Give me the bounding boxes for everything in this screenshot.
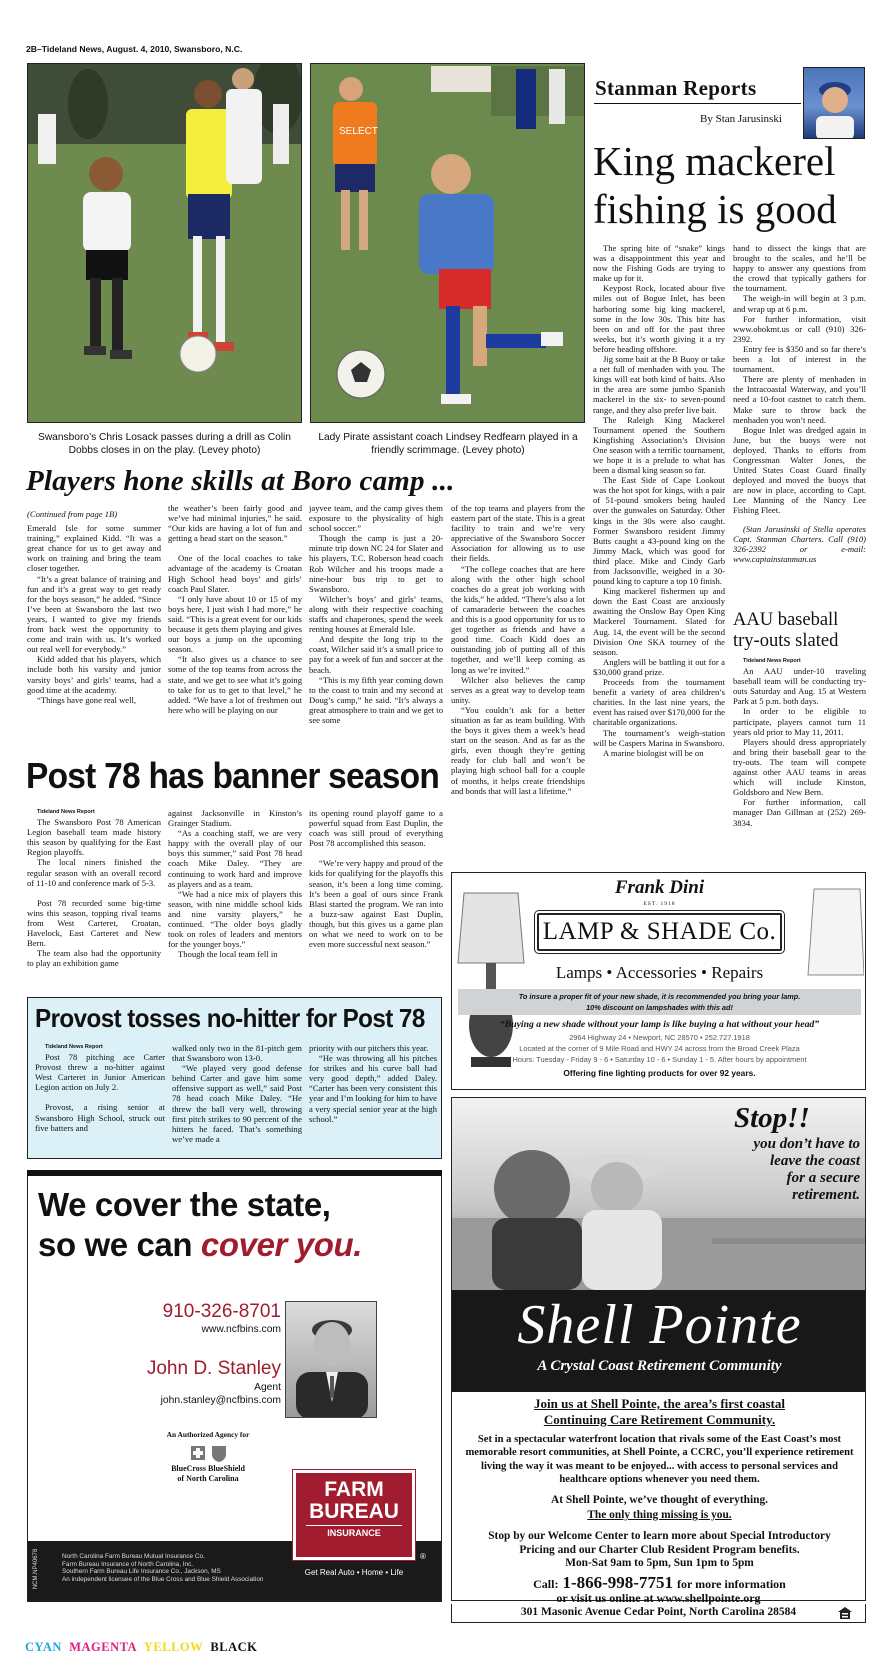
- farm-logo-line1: FARM: [324, 1478, 384, 1501]
- boro-camp-col3-p1: jayvee team, and the camp gives them exposure to the physicality of high school soccer.”: [309, 503, 443, 534]
- post78-credit: Tideland News Report: [37, 809, 95, 815]
- shell-join-line2: Continuing Care Retirement Community.: [543, 1412, 776, 1427]
- color-bar: [25, 1640, 257, 1655]
- post78-col1-p4: The team also had the opportunity to play an exhibition game: [27, 948, 161, 969]
- provost-col2-p2: “We played very good defense behind Carter and gave him some offensive support as well,” said Post 78 head coach Mike Daley. “He threw the ball very well, throwing first pitch strikes to 90 percent of the hitters he faced. That’s something we’ve made a: [172, 1063, 302, 1144]
- stanman-byline: By Stan Jarusinski: [700, 113, 782, 125]
- farm-headline-line2: [38, 1226, 362, 1264]
- shell-stop-line2: leave the coast: [770, 1153, 860, 1169]
- shell-brand: Shell Pointe: [517, 1294, 802, 1356]
- provost-col1-p2: Provost, a rising senior at Swansboro High School, struck out five batters and: [35, 1102, 165, 1133]
- lamp-est: EST. 1918: [643, 901, 676, 907]
- provost-column-2: [172, 1043, 302, 1155]
- boro-camp-column-1: [27, 509, 161, 729]
- boro-camp-col4-p3: Wilcher also believes the camp serves as a great way to develop team unity.: [451, 674, 585, 705]
- color-bar-magenta: MAGENTA: [69, 1640, 138, 1654]
- farm-bureau-logo: [293, 1470, 415, 1560]
- farm-registered: ®: [420, 1552, 426, 1561]
- farm-website: www.ncfbins.com: [201, 1324, 281, 1335]
- farm-logo-line3: INSURANCE: [306, 1525, 402, 1540]
- shell-join: [452, 1396, 866, 1428]
- shell-stop-line4: retirement.: [792, 1187, 860, 1203]
- provost-column-3: [309, 1043, 437, 1155]
- stanman-col1-p4: The Raleigh King Mackerel Tournament opened the Southern Kingfishing Association’s Division One season with a terrific tournament, we hope it is a prelude to what has been a dismal king season so far.: [593, 414, 725, 476]
- lamp-company-text: LAMP & SHADE Co.: [542, 918, 777, 945]
- photo-soccer-boys-scene: [28, 64, 302, 423]
- boro-camp-col2-p2: One of the local coaches to take advantage of the academy is Croatan High School head boys’ and girls’ coach Paul Slater.: [168, 553, 302, 594]
- farm-agent-photo: [285, 1301, 377, 1418]
- stanman-tagline: (Stan Jarusinski of Stella operates Capt. Stanman Charters. Call (910) 326-2392 or e-mail: www.captainstanman.us: [733, 523, 866, 564]
- farm-bcbs-line2: of North Carolina: [177, 1473, 239, 1483]
- aau-credit: Tideland News Report: [743, 658, 801, 664]
- lamp-notice-bar: [458, 989, 861, 1015]
- stanman-col1-p9: The tournament’s weigh-station will be Caspers Marina in Swansboro.: [593, 727, 725, 748]
- post78-col2-p2: “As a coaching staff, we are very happy with the overall play of our boys this summer,” said Post 78 head coach Mike Daley. “They are continuing to work hard and improve as players and as a team.: [168, 828, 302, 889]
- post78-col3-p1: its opening round playoff game to a powerful squad from East Duplin, the coach was still proud of everything Post 78 accomplished this season.: [309, 808, 443, 849]
- post78-col1-p2: The local niners finished the regular season with an overall record of 11-10 and conference mark of 5-3.: [27, 857, 161, 888]
- farm-fine-1: North Carolina Farm Bureau Mutual Insurance Co.: [62, 1553, 205, 1560]
- lamp-company-name: [537, 913, 782, 951]
- shell-thought: At Shell Pointe, we’ve thought of everything.: [550, 1494, 769, 1506]
- stanman-author-photo-face: [804, 68, 865, 139]
- lamp-address: 2964 Highway 24 • Newport, NC 28570 • 252.727.1918: [569, 1033, 750, 1042]
- lamp-quote: “Buying a new shade without your lamp is like buying a hat without your head”: [499, 1019, 820, 1030]
- shell-stop-line3: for a secure: [786, 1170, 860, 1186]
- boro-camp-col4-p4: “You couldn’t ask for a better situation as far as team building. With the boys it gives them a week’s head start on the season. And as far as the girls, even though they’re getting ready for club ball and won’t be playing high school ball for a couple of months, it helps create friendships and bonds that will last a lifetime.”: [451, 704, 585, 796]
- stanman-col1-p1: The spring bite of “snake” kings was a disappointment this year and now the Fishing Gods are trying to make up for it.: [593, 243, 725, 284]
- provost-col3-p1: priority with our pitchers this year.: [309, 1043, 429, 1053]
- color-bar-cyan: CYAN: [25, 1640, 62, 1654]
- stanman-author-photo: [803, 67, 865, 139]
- shell-join-line1: Join us at Shell Pointe, the area’s first coastal: [534, 1396, 785, 1411]
- provost-headline: Provost tosses no-hitter for Post 78: [35, 1003, 425, 1033]
- shell-subtitle: A Crystal Coast Retirement Community: [537, 1358, 782, 1374]
- provost-col3-p2: “He was throwing all his pitches for strikes and his curve ball had very good depth,” added Daley. “Carter has been very consistent this year and I’m looking for him to have a very special senior year at the high school.”: [309, 1053, 437, 1124]
- boro-camp-col4-p1: of the top teams and players from the eastern part of the state. This is a great facility to train and we’re very appreciative of the Swansboro Soccer Association for allowing us to use their fields.: [451, 503, 585, 564]
- farm-agent-name: John D. Stanley: [146, 1358, 281, 1379]
- boro-camp-column-4: [451, 503, 585, 853]
- equal-housing-icon-shape: [838, 1607, 852, 1619]
- boro-camp-col3-p5: “This is my fifth year coming down to the coast to train and my second at Doug’s camp,” he said. “It’s always a great atmosphere to train and we get to see some: [309, 674, 443, 725]
- provost-col1-p1: Post 78 pitching ace Carter Provost threw a no-hitter against West Carteret in Junior American Legion action on July 2.: [35, 1052, 165, 1093]
- provost-col2-p1: walked only two in the 81-pitch gem that Swansboro won 13-0.: [172, 1043, 302, 1064]
- shell-call: [452, 1573, 866, 1593]
- farm-phone: 910-326-8701: [162, 1301, 281, 1322]
- farm-bureau-ad: [27, 1176, 442, 1602]
- photo-soccer-boys: [27, 63, 302, 423]
- boro-camp-column-2: [168, 503, 302, 729]
- stanman-col1-p7: Anglers will be battling it out for a $30,000 grand prize.: [593, 656, 725, 677]
- stanman-col1-p10: A marine biologist will be on: [603, 747, 704, 758]
- boro-camp-continued: (Continued from page 1B): [27, 509, 118, 519]
- post78-column-2: [168, 808, 302, 1003]
- stanman-headline-line1: King mackerel: [593, 138, 836, 184]
- boro-camp-col1-p4: “Things have gone real well,: [37, 694, 137, 705]
- lamp-shade-ad: [451, 872, 866, 1090]
- farm-code: NCM.NP40678: [33, 1548, 40, 1590]
- farm-fine-print: [62, 1553, 292, 1583]
- farm-fine-2: Farm Bureau Insurance of North Carolina, Inc.: [62, 1560, 194, 1568]
- aau-headline: AAU baseball try-outs slated: [733, 610, 839, 651]
- post78-column-1: [27, 807, 161, 1002]
- post78-col2-p3: “We had a nice mix of players this season, with nine middle school kids and nine varsity players,” he continued. “The older boys gladly took on roles of leaders and mentors for the younger boys.”: [168, 888, 302, 950]
- stanman-col2-p2: The weigh-in will begin at 3 p.m. and wrap up at 6 p.m.: [733, 293, 866, 314]
- stanman-col1-p8: Proceeds from the tournament benefit a variety of area children’s charities. In the last nine years, the event has raised over $170,000 for the charitable organizations.: [593, 677, 725, 728]
- post78-col2-p4: Though the local team fell in: [178, 949, 278, 960]
- boro-camp-col3-p2: Though the camp is just a 20-minute trip down NC 24 for Slater and his players, T.C. Roberson head coach Rob Wilcher and his troops made a nine-hour bus trip to get to Swansboro.: [309, 533, 443, 594]
- photo-caption-right: Lady Pirate assistant coach Lindsey Redfearn played in a friendly scrimmage. (Levey photo): [318, 432, 578, 456]
- photo-soccer-coach-scene: [311, 64, 585, 423]
- shell-address: 301 Masonic Avenue Cedar Point, North Carolina 28584: [520, 1606, 797, 1618]
- boro-camp-col3-p3: Wilcher’s boys’ and girls’ teams, along with their respective coaching staffs and chaperones, spend the week renting houses at Emerald Isle.: [309, 593, 443, 635]
- stanman-title-rule: [594, 103, 801, 104]
- lamp-hours: Hours: Tuesday - Friday 9 - 6 • Saturday 10 - 6 • Sunday 1 - 5. After hours by appointment: [512, 1055, 807, 1064]
- post78-col1-p3: Post 78 recorded some big-time wins this season, topping rival teams from West Carteret, Croatan, Havelock, East Carteret and New Bern.: [27, 897, 161, 949]
- farm-agent-title: Agent: [254, 1382, 281, 1393]
- shell-web: or visit us online at www.shellpointe.org: [556, 1591, 761, 1605]
- farm-agent-photo-figure: [286, 1302, 377, 1418]
- lamp-tagline: Offering fine lighting products for over 92 years.: [563, 1068, 756, 1078]
- farm-fine-3: Southern Farm Bureau Life Insurance Co., Jackson, MS: [62, 1568, 221, 1576]
- lamp-services: Lamps • Accessories • Repairs: [555, 963, 764, 982]
- shell-stop-line1: you don’t have to: [753, 1136, 860, 1152]
- boro-camp-col1-p2: “It’s a great balance of training and fun and it’s a great way to get ready for the boys season,” he added. “Since I’ve been at Swansboro the last two years, I wanted to give my friends from back west the opportunity to come and train with us. It’s worked out real well for everybody.”: [27, 573, 161, 655]
- lamp-notice-line2: 10% discount on lampshades with this ad!: [586, 1003, 733, 1012]
- shell-welcome: Stop by our Welcome Center to learn more about Special Introductory Pricing and our Charter Club Resident Program benefits.: [488, 1530, 831, 1556]
- stanman-col1-p3: Jig some bait at the B Buoy or take a net full of menhaden with you. The kings will eat both kind of baits. Also in the area are some jumbo Spanish mackerel in the six- to seven-pound range, and they also prefer live bait.: [593, 354, 725, 415]
- post78-headline: Post 78 has banner season: [26, 755, 440, 796]
- photo-caption-left: Swansboro’s Chris Losack passes during a drill as Colin Dobbs closes in on the play. (Levey photo): [38, 432, 291, 456]
- aau-article: [733, 656, 866, 856]
- lamp-location: Located at the corner of 9 Mile Road and HWY 24 across from the Broad Creek Plaza: [519, 1044, 800, 1053]
- farm-email: john.stanley@ncfbins.com: [160, 1395, 281, 1406]
- farm-headline-line2-a: so we can: [38, 1226, 193, 1263]
- stanman-title: Stanman Reports: [595, 76, 757, 100]
- photo-sign-text: SELECT: [339, 126, 378, 137]
- post78-col2-p1: against Jacksonville in Kinston’s Grainger Stadium.: [168, 808, 302, 829]
- equal-housing-icon: [838, 1606, 852, 1618]
- stanman-column-2: [733, 243, 866, 603]
- farm-authorized: An Authorized Agency for: [166, 1430, 250, 1439]
- farm-logo-tagline: Get Real Auto • Home • Life: [304, 1568, 404, 1577]
- post78-col3-p2: “We’re very happy and proud of the kids for qualifying for the playoffs this season, it’s been a long time coming. It’s been a goal of ours since Frank Blasi started the program. We ran into a buzz-saw against East Duplin, though, but this gives us a game plan on what we need to work on to be even more successful next season.”: [309, 858, 443, 950]
- bcbs-logo-icon: [186, 1444, 232, 1462]
- boro-camp-col2-p3: “I only have about 10 or 15 of my boys here, I just wish I had more,” he said. “This is a great event for our kids because it gets them playing and gives our boys a jump on the upcoming season.: [168, 593, 302, 655]
- aau-p1: An AAU under-10 traveling baseball team will be conducting try-outs Saturday and Aug. 15 at Western Park at 5 p.m. both days.: [733, 666, 866, 707]
- color-bar-yellow: YELLOW: [143, 1640, 204, 1654]
- boro-camp-col2-p1: the weather’s been fairly good and we’ve had minimal injuries,” he said. “Our kids are having a lot of fun and getting a head start on the season.”: [168, 503, 302, 544]
- shell-call-suffix: for more information: [676, 1577, 786, 1591]
- shell-body: Set in a spectacular waterfront location that rivals some of the East Coast’s most memorable resort communities, at Shell Pointe, a CCRC, you’ll experience retirement living the way it was meant to be enjoyed... with access to personal services and healthcare options whenever you need them.: [465, 1434, 854, 1486]
- provost-credit: Tideland News Report: [45, 1044, 103, 1050]
- provost-column-1: [35, 1042, 165, 1154]
- stanman-col2-p6: Bogue Inlet was dredged again in June, but the buoys were not deployed. Thanks to efforts from Congressman Walter Jones, the United States Coast Guard finally deployed and moved the buoys that are now in place, according to Capt. Lee Manning of the Nancy Lee Fishing Fleet.: [733, 424, 866, 516]
- shell-hours: Mon-Sat 9am to 5pm, Sun 1pm to 5pm: [565, 1557, 754, 1569]
- stanman-col1-p6: King mackerel fishermen up and down the East Coast are anxiously awaiting the Onslow Bay Open King Mackerel Tournament. Slated for Aug. 14, the event will be the second Division One SKA tourney of the season.: [593, 586, 725, 657]
- boro-camp-column-3: [309, 503, 443, 729]
- stanman-col1-p5: The East Side of Cape Lookout was the hot spot for kings, with a pair of 51-pound smokers being hauled over the gunwales on Saturday. Other kings in the 30s were also caught. Former Swansboro resident Jimmy Butts caught a 43-pound king on the Jimmy Mack, which was good for third place. Mike and Cindy Garb from Jacksonville, weighed in a 30-pound king to capture a top 10 finish.: [593, 475, 725, 587]
- shell-stop: Stop!!: [734, 1102, 810, 1134]
- post78-col1-p1: The Swansboro Post 78 American Legion baseball team made history this season by qualifying for the East Region playoffs.: [27, 817, 161, 858]
- aau-p3: Players should dress appropriately and bring their baseball gear to the try-outs. The team will compete against other AAU teams in areas which will include Kinston, Goldsboro and New Bern.: [733, 736, 866, 798]
- farm-headline-line2-b: cover you.: [200, 1226, 362, 1263]
- boro-camp-col1-p1: Emerald Isle for some summer training,” explained Kidd. “It was a great chance for us to get away and work on training and bring the team closer together.: [27, 523, 161, 574]
- bcbs-logo-icon-shape: [186, 1444, 232, 1462]
- shell-missing: The only thing missing is you.: [587, 1509, 732, 1521]
- color-bar-black: BLACK: [210, 1640, 258, 1654]
- farm-fine-4: An independent licensee of the Blue Cross and Blue Shield Association: [62, 1575, 264, 1583]
- stanman-col2-p5: There are plenty of menhaden in the Intracoastal Waterway, and you’ll need a 10-foot castnet to catch them. Make sure to throw back the menhaden you won’t need.: [733, 374, 866, 425]
- shell-stop-copy: [692, 1136, 860, 1204]
- aau-p4: For further information, call manager Dan Gillman at (252) 269-3834.: [733, 797, 866, 828]
- boro-camp-headline: Players hone skills at Boro camp ...: [26, 465, 455, 497]
- stanman-col1-p2: Keypost Rock, located abour five miles out of Bogue Inlet, has been harboring some big king mackerel, some in the low 30s. This bite has been on and off for the past three weeks, but it’s worth giving it a try before heading offshore.: [593, 283, 725, 354]
- shell-brand-band: [452, 1290, 866, 1392]
- aau-p2: In order to be eligible to participate, players cannot turn 11 years old prior to May 11, 2011.: [733, 706, 866, 737]
- photo-soccer-coach: [310, 63, 585, 423]
- shell-call-prefix: Call:: [533, 1577, 559, 1591]
- boro-camp-col1-p3: Kidd added that his players, which include both his varsity and junior varsity boys’ and girls’ teams, had a good time at the academy.: [27, 654, 161, 695]
- lamp-script-name: Frank Dini: [614, 877, 705, 898]
- shell-pointe-ad: [451, 1097, 866, 1601]
- farm-logo-line2: BUREAU: [309, 1500, 399, 1523]
- post78-column-3: [309, 808, 443, 1003]
- boro-camp-col2-p4: “It also gives us a chance to see some of the top teams from across the state, and we get to see what it’s going to take for us to get to that level,” he added. “We have a lot of freshmen out here who will be playing on our: [168, 654, 302, 715]
- farm-headline-line1: We cover the state,: [38, 1186, 331, 1223]
- boro-camp-col3-p4: And despite the long trip to the coast, Wilcher said it’s a small price to pay for a week of fun and soccer at the beach.: [309, 634, 443, 675]
- shell-phone: 1-866-998-7751: [562, 1573, 673, 1592]
- boro-camp-col4-p2: “The college coaches that are here along with the other high school coaches do a great job working with the kids,” he added. “There’s also a lot of camaraderie between the coaches and this is a good opportunity for us to get together as friends and have a good time. Coach Kidd does an outstanding job of putting all of this together, and we’ll keep coming as long as we’re invited.”: [451, 563, 585, 675]
- stanman-headline-line2: fishing is good: [593, 186, 837, 232]
- lamp-notice-line1: To insure a proper fit of your new shade, it is recommended you bring your lamp.: [518, 992, 801, 1001]
- stanman-col2-p3: For further information, visit www.obokmt.us or call (910) 326-2392.: [733, 313, 866, 344]
- stanman-col2-p4: Entry fee is $350 and so far there’s been a lot of interest in the tournament.: [733, 343, 866, 375]
- farm-bcbs-line1: BlueCross BlueShield: [171, 1464, 245, 1473]
- stanman-col2-p1: hand to dissect the kings that are brought to the scales, and he’ll be happy to answer any questions from the crowd that typically gathers for the tournament.: [733, 243, 866, 294]
- stanman-column-1: [593, 243, 725, 855]
- folio: 2B–Tideland News, August. 4, 2010, Swansboro, N.C.: [26, 44, 243, 54]
- farm-bcbs: [138, 1464, 278, 1483]
